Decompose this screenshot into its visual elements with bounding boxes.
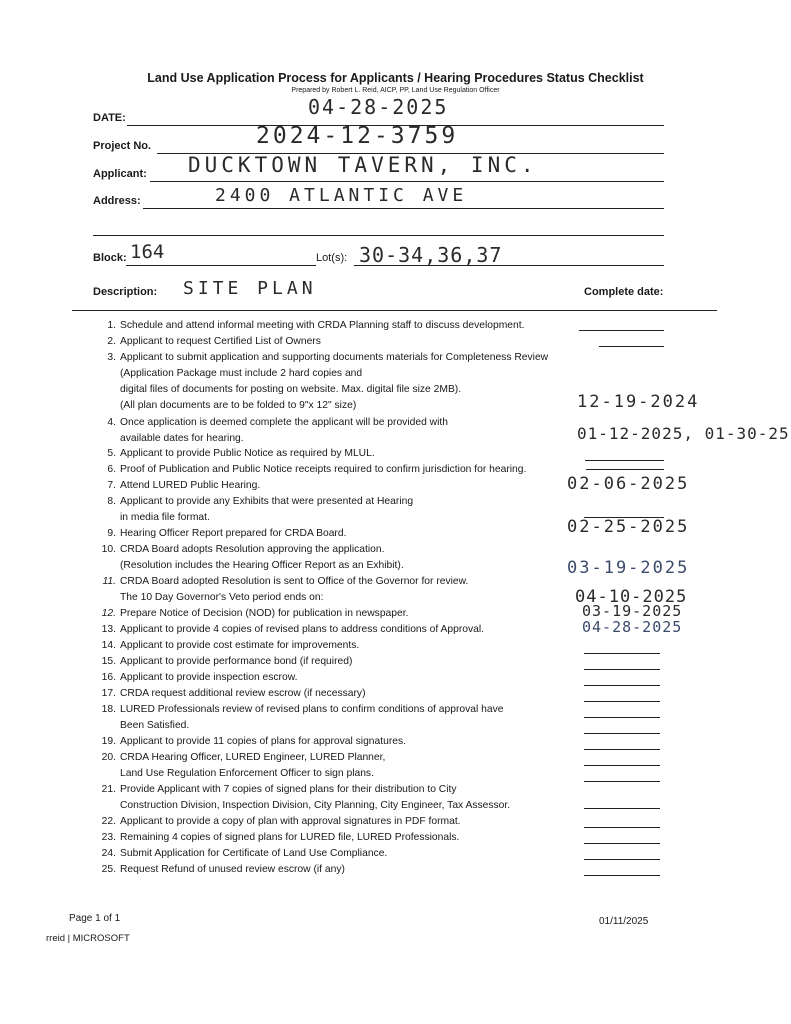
item-number: 14. (101, 640, 116, 651)
item-number: 16. (101, 672, 116, 683)
blank-line (584, 843, 660, 844)
item-number: 23. (101, 832, 116, 843)
item-text-continued: (Application Package must include 2 hard copies and (120, 368, 363, 379)
project-label: Project No. (93, 140, 152, 152)
date-label: DATE: (93, 112, 126, 124)
item-text: Once application is deemed complete the applicant will be provided with (120, 417, 448, 428)
item-number: 10. (101, 544, 116, 555)
item-text-continued: Construction Division, Inspection Division, City Planning, City Engineer, Tax Assessor. (120, 800, 511, 811)
item-text-continued: Land Use Regulation Enforcement Officer to sign plans. (120, 768, 374, 779)
blank-line (584, 875, 660, 876)
checklist-item (94, 528, 346, 540)
date-value: 04-28-2025 (308, 95, 449, 119)
description-value: SITE PLAN (183, 278, 317, 299)
description-label: Description: (93, 286, 158, 298)
item-text-continued: (All plan documents are to be folded to 9"x 12" size) (120, 400, 357, 411)
lots-value: 30-34,36,37 (359, 243, 503, 267)
complete-date-item7: 02-06-2025 (567, 474, 690, 494)
blank-line (579, 330, 664, 331)
item-text: Provide Applicant with 7 copies of signed plans for their distribution to City (120, 784, 457, 795)
item-number: 20. (101, 752, 116, 763)
item-text: Prepare Notice of Decision (NOD) for publication in newspaper. (120, 608, 409, 619)
checklist-item (94, 352, 548, 364)
item-number: 7. (107, 480, 116, 491)
checklist-item (94, 832, 459, 844)
checklist-item (94, 736, 406, 748)
project-value: 2024-12-3759 (256, 123, 459, 149)
item-text: Hearing Officer Report prepared for CRDA Board. (120, 528, 347, 539)
item-number: 13. (101, 624, 116, 635)
block-value: 164 (130, 241, 165, 263)
checklist-item (94, 816, 461, 828)
checklist-item (94, 672, 297, 684)
address-line (143, 208, 664, 209)
document-title: Land Use Application Process for Applicants / Hearing Procedures Status Checklist (147, 71, 644, 85)
checklist-item (94, 576, 468, 588)
blank-line (585, 460, 664, 461)
item-text-continued: digital files of documents for posting on website. Max. digital file size 2MB). (120, 384, 462, 395)
checklist-item (94, 864, 345, 876)
address-value: 2400 ATLANTIC AVE (215, 185, 468, 206)
item-text: Remaining 4 copies of signed plans for LURED file, LURED Professionals. (120, 832, 460, 843)
checklist-item (94, 608, 408, 620)
checklist-item (94, 464, 526, 476)
checklist-item (94, 544, 384, 556)
item-number: 1. (107, 320, 116, 331)
item-text: Applicant to request Certified List of Owners (120, 336, 321, 347)
item-number: 5. (107, 448, 116, 459)
blank-line (584, 808, 660, 809)
complete-date-item12: 03-19-2025 (582, 602, 683, 620)
item-number: 17. (101, 688, 116, 699)
checklist-item (94, 752, 385, 764)
checklist-item (94, 417, 448, 429)
item-text: CRDA Board adopted Resolution is sent to Office of the Governor for review. (120, 576, 469, 587)
blank-line (584, 733, 660, 734)
item-number: 18. (101, 704, 116, 715)
blank-line (584, 653, 660, 654)
blank-line (599, 346, 664, 347)
blank-line (584, 781, 660, 782)
item-text-continued: in media file format. (120, 512, 210, 523)
item-number: 9. (107, 528, 116, 539)
item-text-continued: The 10 Day Governor's Veto period ends on: (120, 592, 324, 603)
blank-line (584, 685, 660, 686)
blank-line (584, 765, 660, 766)
blank-line (584, 669, 660, 670)
address-label: Address: (93, 195, 141, 207)
checklist-item (94, 624, 484, 636)
item-text: Applicant to submit application and supporting documents materials for Completeness Review (120, 352, 549, 363)
checklist-item (94, 496, 413, 508)
complete-date-item9: 02-25-2025 (567, 517, 690, 537)
footer-date: 01/11/2025 (599, 916, 649, 927)
item-number: 24. (101, 848, 116, 859)
checklist-item (94, 848, 387, 860)
checklist-item (94, 448, 375, 460)
item-text: Applicant to provide 11 copies of plans for approval signatures. (120, 736, 407, 747)
applicant-label: Applicant: (93, 168, 147, 180)
complete-date-item13: 04-28-2025 (582, 618, 683, 636)
item-number: 8. (107, 496, 116, 507)
block-line (126, 265, 316, 266)
item-number: 2. (107, 336, 116, 347)
blank-line (584, 859, 660, 860)
item-text: Applicant to provide any Exhibits that were presented at Hearing (120, 496, 414, 507)
item-text: CRDA Board adopts Resolution approving the application. (120, 544, 385, 555)
item-number: 19. (101, 736, 116, 747)
applicant-line (150, 181, 664, 182)
applicant-value: DUCKTOWN TAVERN, INC. (188, 153, 538, 177)
item-number: 22. (101, 816, 116, 827)
item-text: CRDA request additional review escrow (if necessary) (120, 688, 366, 699)
item-number: 25. (101, 864, 116, 875)
item-text: Applicant to provide cost estimate for improvements. (120, 640, 360, 651)
item-text: Applicant to provide inspection escrow. (120, 672, 298, 683)
item-text-continued: (Resolution includes the Hearing Officer Report as an Exhibit). (120, 560, 404, 571)
author: rreid | MICROSOFT (46, 933, 130, 944)
lots-label: Lot(s): (316, 252, 348, 264)
item-text: CRDA Hearing Officer, LURED Engineer, LURED Planner, (120, 752, 386, 763)
blank-line (584, 827, 660, 828)
item-number: 15. (101, 656, 116, 667)
item-text-continued: available dates for hearing. (120, 433, 244, 444)
complete-date-label: Complete date: (584, 286, 664, 298)
item-text: Submit Application for Certificate of Land Use Compliance. (120, 848, 388, 859)
blank-line (584, 717, 660, 718)
complete-date-item10: 03-19-2025 (567, 558, 690, 578)
complete-date-item11: 04-10-2025 (575, 587, 688, 607)
item-text: Applicant to provide performance bond (if required) (120, 656, 353, 667)
item-text-continued: Been Satisfied. (120, 720, 190, 731)
item-number: 21. (101, 784, 116, 795)
item-text: Applicant to provide Public Notice as required by MLUL. (120, 448, 375, 459)
item-number: 4. (107, 417, 116, 428)
page-number: Page 1 of 1 (69, 913, 121, 924)
item-number: 11. (102, 576, 116, 587)
checklist-item (94, 704, 503, 716)
block-label: Block: (93, 252, 127, 264)
item-text: Attend LURED Public Hearing. (120, 480, 261, 491)
blank-line (584, 701, 660, 702)
item-text: Request Refund of unused review escrow (if any) (120, 864, 345, 875)
checklist-item (94, 640, 359, 652)
blank-line (586, 469, 664, 470)
item-text: Applicant to provide a copy of plan with approval signatures in PDF format. (120, 816, 461, 827)
complete-date-item4: 01-12-2025, 01-30-25 (577, 424, 790, 443)
checklist-item (94, 480, 260, 492)
item-number: 3. (107, 352, 116, 363)
blank-line (584, 749, 660, 750)
item-text: LURED Professionals review of revised plans to confirm conditions of approval have (120, 704, 504, 715)
item-text: Proof of Publication and Public Notice receipts required to confirm jurisdiction for hearing. (120, 464, 527, 475)
item-text: Applicant to provide 4 copies of revised plans to address conditions of Approval. (120, 624, 485, 635)
extra-address-line (93, 235, 664, 236)
checklist-item (94, 688, 366, 700)
item-text: Schedule and attend informal meeting with CRDA Planning staff to discuss development. (120, 320, 525, 331)
checklist-item (94, 784, 457, 796)
checklist-item (94, 320, 524, 332)
item-number: 12. (101, 608, 116, 619)
checklist-item (94, 336, 321, 348)
checklist-item (94, 656, 352, 668)
complete-date-item3: 12-19-2024 (577, 392, 700, 412)
section-divider (72, 310, 717, 311)
item-number: 6. (107, 464, 116, 475)
prepared-by: Prepared by Robert L. Reid, AICP, PP, Land Use Regulation Officer (291, 87, 500, 94)
